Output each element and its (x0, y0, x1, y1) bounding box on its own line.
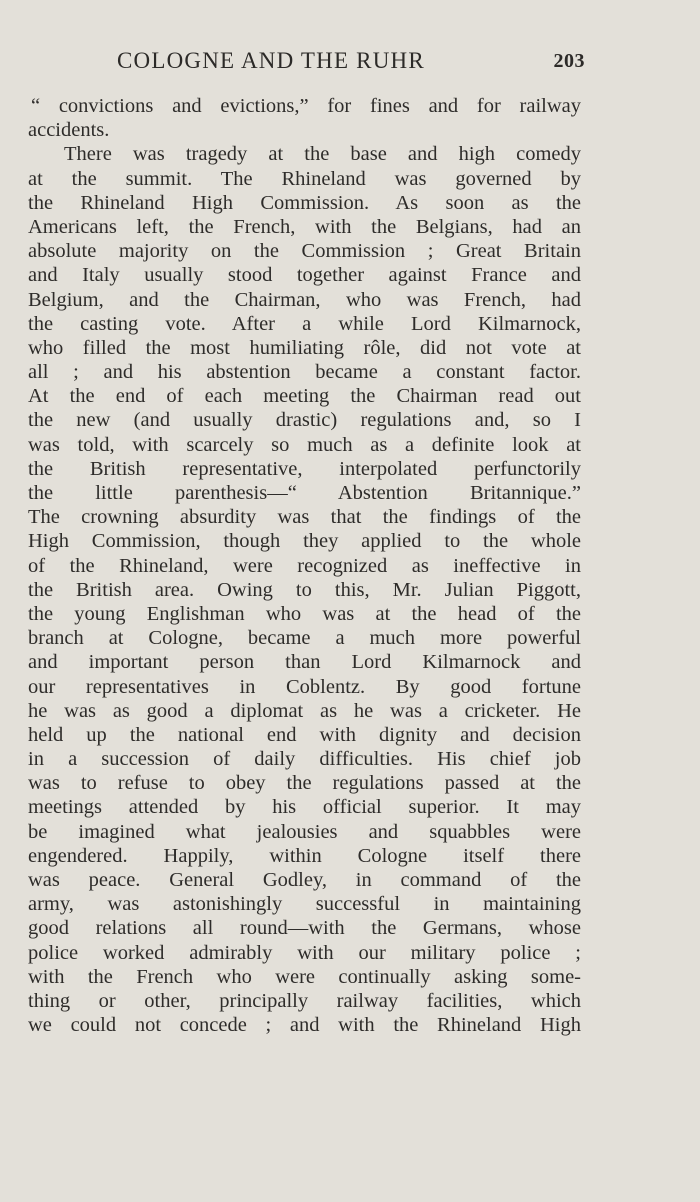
text-line: The crowning absurdity was that the findings of the (28, 506, 581, 529)
text-line: the British representative, interpolated perfunctorily (28, 457, 581, 480)
text-line: and Italy usually stood together against France and (28, 264, 581, 287)
text-line: police worked admirably with our military police ; (28, 941, 581, 964)
text-line: of the Rhineland, were recognized as ineffective in (28, 554, 581, 577)
text-line: absolute majority on the Commission ; Great Britain (28, 240, 581, 263)
text-line: accidents. (28, 119, 110, 142)
text-line: the casting vote. After a while Lord Kilmarnock, (28, 312, 581, 335)
text-line: he was as good a diplomat as he was a cricketer. He (28, 699, 581, 722)
text-line: was to refuse to obey the regulations passed at the (28, 772, 581, 795)
text-line: all ; and his abstention became a constant factor. (28, 361, 581, 384)
text-line: at the summit. The Rhineland was governed by (28, 167, 581, 190)
text-line: engendered. Happily, within Cologne itself there (28, 844, 581, 867)
text-line: be imagined what jealousies and squabbles were (28, 820, 581, 843)
body-text (28, 94, 581, 1037)
text-line: our representatives in Coblentz. By good fortune (28, 675, 581, 698)
text-line: At the end of each meeting the Chairman read out (28, 385, 581, 408)
text-line: Belgium, and the Chairman, who was French, had (28, 288, 581, 311)
text-line: branch at Cologne, became a much more powerful (28, 627, 581, 650)
text-line: was peace. General Godley, in command of the (28, 869, 581, 891)
text-line: and important person than Lord Kilmarnock and (28, 651, 581, 674)
text-line: with the French who were continually asking some- (28, 965, 581, 988)
text-line: “ convictions and evictions,” for fines and for railway (31, 95, 581, 117)
text-line: was told, with scarcely so much as a definite look at (28, 433, 581, 456)
text-line: There was tragedy at the base and high comedy (64, 143, 581, 166)
text-line: thing or other, principally railway facilities, which (28, 989, 581, 1012)
text-line: in a succession of daily difficulties. His chief job (28, 748, 581, 771)
text-line: the British area. Owing to this, Mr. Julian Piggott, (28, 578, 581, 601)
text-line: we could not concede ; and with the Rhineland High (28, 1014, 581, 1037)
text-line: held up the national end with dignity and decision (28, 723, 581, 746)
text-line: Americans left, the French, with the Belgians, had an (28, 215, 581, 238)
text-line: good relations all round—with the Germans, whose (28, 917, 581, 940)
text-line: High Commission, though they applied to the whole (28, 530, 581, 553)
text-line: army, was astonishingly successful in maintaining (28, 893, 581, 916)
text-line: meetings attended by his official superior. It may (28, 796, 581, 819)
text-line: the new (and usually drastic) regulations and, so I (28, 409, 581, 432)
running-title: COLOGNE AND THE RUHR (117, 48, 425, 73)
text-line: the little parenthesis—“ Abstention Britannique.” (28, 482, 581, 504)
page-number: 203 (553, 50, 585, 72)
text-line: the Rhineland High Commission. As soon as the (28, 191, 581, 214)
text-line: the young Englishman who was at the head of the (28, 602, 581, 625)
running-head (117, 48, 587, 78)
text-line: who filled the most humiliating rôle, did not vote at (28, 336, 581, 359)
